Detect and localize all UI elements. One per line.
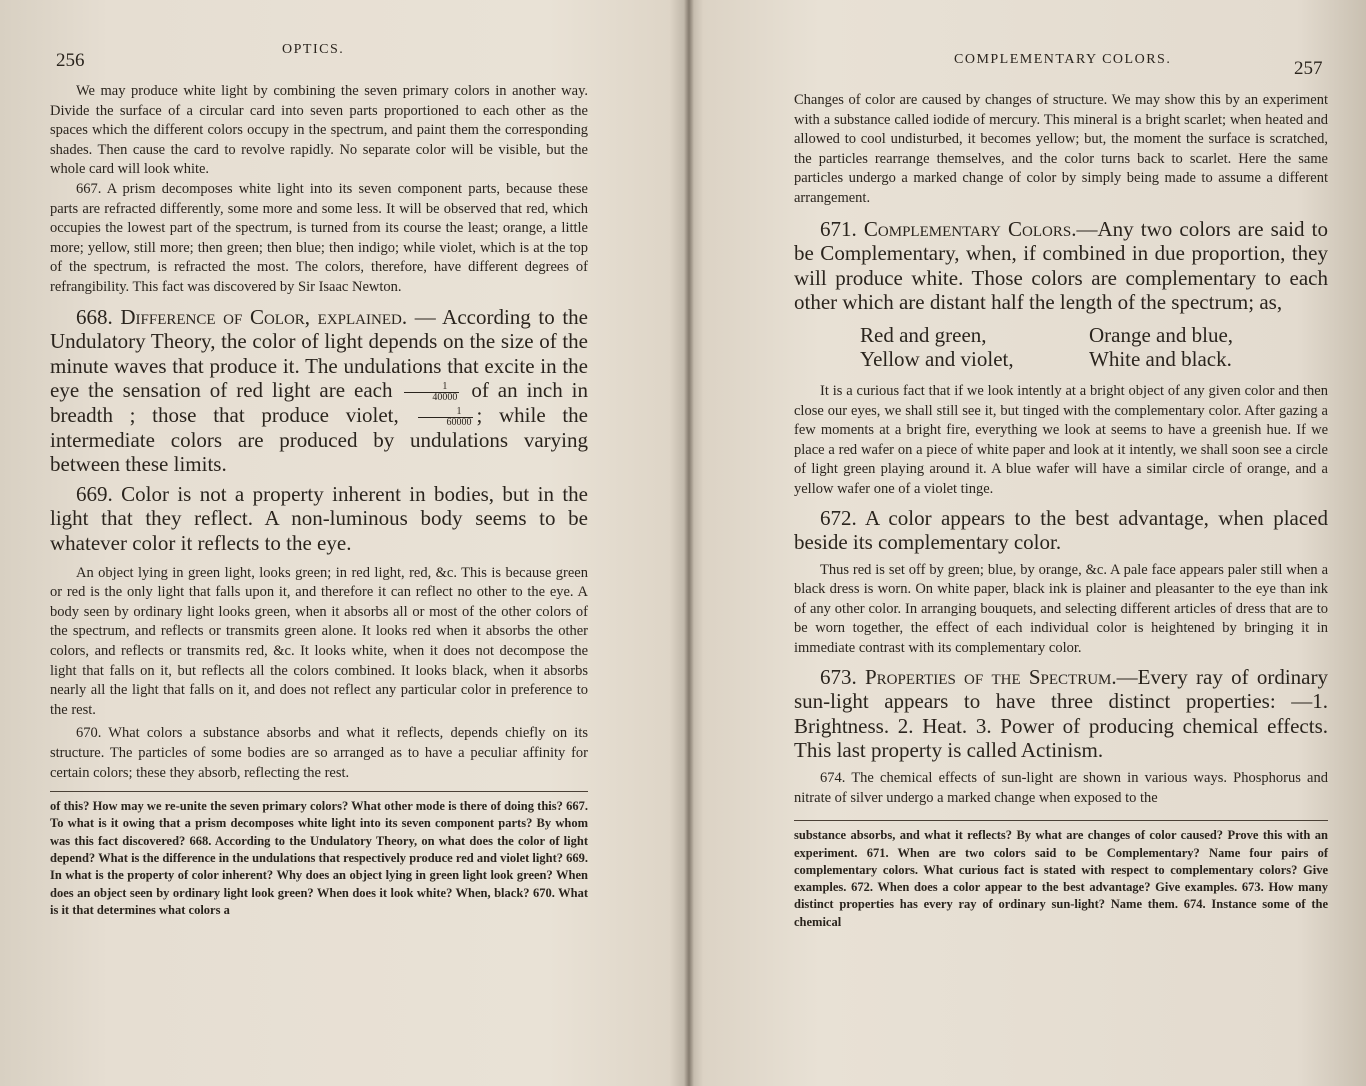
fraction-red-numerator: 1 [404,382,459,393]
left-footnote-rule [50,791,588,792]
right-page-header [794,40,1328,79]
left-page-number: 256 [56,50,85,71]
fraction-violet [418,407,473,428]
fraction-red-denominator: 40000 [432,392,458,403]
right-page [794,0,1328,1086]
fraction-violet-numerator: 1 [418,407,473,418]
para-object: An object lying in green light, looks green; in red light, red, &c. This is because green or red is the only light that falls upon it, and therefore it can reflect no other to the eye. A body seen by ordinary light looks green, when it absorbs all or most of the other colors of the spectrum, and reflects or transmits green alone. It looks red when it absorbs the other colors, and reflects or transmits red, &c. It looks white, when it does not decompose the light that falls on it, but reflects all the colors combined. It looks black, when it absorbs nearly all the light that falls on it, and does not reflect any particular color in preference to the rest. [50,564,588,718]
section-668-number: 668. [76,304,113,329]
para-changes: Changes of color are caused by changes of structure. We may show this by an experiment with a substance called iodide of mercury. This mineral is a bright scarlet; when heated and allowed to cool undisturbed, it becomes yellow; but, the moment the surface is scratched, the particles rearrange themselves, and the color turns back to scarlet. Here the same particles undergo a marked change of color by simply being made to assume a different arrangement. [794,92,1328,206]
fraction-violet-denominator: 60000 [446,416,472,428]
section-671-number: 671. [820,216,857,241]
section-668-text-c: ; while the intermediate colors are produced by undulations varying between these limits. [50,403,588,477]
right-page-number: 257 [1294,58,1323,79]
section-668-text-b: of an inch in breadth ; those that produce violet, [50,378,589,427]
right-questions: substance absorbs, and what it reflects? By what are changes of color caused? Prove this with an experiment. 671. When are two colors said to be Complementary? Name four pairs of complementary colors. What curious fact is stated with respect to complementary colors? Give examples. 672. When does a color appear to the best advantage? Give examples. 673. How many distinct properties has every ray of ordinary sun-light? Name them. 674. Instance some of the chemical [794,828,1328,929]
pair-white-black: White and black. [1089,347,1232,372]
para-intro: We may produce white light by combining the seven primary colors in another way. Divide the surface of a circular card into seven parts proportioned to each other as the spaces which the different colors occupy in the spectrum, and paint them the corresponding shades. Then cause the card to revolve rapidly. No separate color will be visible, but the whole card will look white. [50,83,588,178]
para-667: 667. A prism decomposes white light into its seven component parts, because these parts are refracted differently, some more and some less. It will be observed that red, which occupies the lowest part of the spectrum, is turned from its course the least; orange, a little more; yellow, still more; then green; then blue; then indigo; while violet, which is at the top of the spectrum, is refracted the most. The colors, therefore, have different degrees of refrangibility. This fact was discovered by Sir Isaac Newton. [50,180,588,295]
left-running-head: OPTICS. [282,42,345,57]
left-page-header [50,40,588,70]
section-673-text: —Every ray of ordinary sun-light appears to have three distinct properties: —1. Brightness. 2. Heat. 3. Power of producing chemical effects. This last property is called Actinism. [794,664,1328,763]
right-body [794,91,1328,931]
section-668-heading: Difference of Color, explained. [120,304,408,329]
para-curious: It is a curious fact that if we look intently at a bright object of any given color and then close our eyes, we shall still see it, but tinged with the complementary color. After gazing a few moments at a bright fire, everything we look at seems to have a greenish hue. If we place a red wafer on a piece of white paper and look at it intently, we shall soon see a circle of light green playing around it. A blue wafer will have a similar circle of orange, and a yellow wafer one of a violet tinge. [794,382,1328,497]
section-672: 672. A color appears to the best advantage, when placed beside its complementary color. [794,505,1328,555]
pair-red-green: Red and green, [860,322,987,347]
complementary-pairs [794,315,1328,382]
book-gutter [684,0,694,1086]
section-668-text-a: — According to the Undulatory Theory, the color of light depends on the size of the minute waves that produce it. The undulations that excite in the eye the sensation of red light are each [50,304,589,403]
section-668 [50,305,588,477]
section-673-number: 673. [820,664,857,689]
left-body [50,82,588,919]
pair-yellow-violet: Yellow and violet, [860,347,1014,372]
section-673 [794,665,1328,763]
left-page [50,0,588,1086]
section-673-heading: Properties of the Spectrum. [865,664,1117,689]
section-671-heading: Complementary Colors. [863,216,1077,241]
pair-orange-blue: Orange and blue, [1089,322,1234,347]
section-671 [794,217,1328,315]
para-thus: Thus red is set off by green; blue, by orange, &c. A pale face appears paler still when a black dress is worn. On white paper, black ink is plainer and pleasanter to the eye than ink of any other color. In arranging bouquets, and selecting different articles of dress that are to be worn together, the effect of each individual color is heightened by bringing it in immediate contrast with its complementary color. [794,561,1328,657]
left-questions: of this? How may we re-unite the seven primary colors? What other mode is there of doing this? 667. To what is it owing that a prism decomposes white light into its seven component parts? By whom was this fact discovered? 668. According to the Undulatory Theory, on what does the color of light depend? What is the difference in the undulations that respectively produce red and violet light? 669. In what is the property of color inherent? Why does an object lying in green light look green? When does an object seen by ordinary light look green? When does it look white? When, black? 670. What is it that determines what colors a [50,799,588,917]
para-670: 670. What colors a substance absorbs and what it reflects, depends chiefly on its structure. The particles of some bodies are so arranged as to have a peculiar affinity for certain colors; these they absorb, reflecting the rest. [50,725,588,781]
section-671-text: —Any two colors are said to be Complementary, when, if combined in due proportion, they will produce white. Those colors are complementary to each other which are distant half the length of the spectrum; as, [794,216,1328,315]
right-running-head: COMPLEMENTARY COLORS. [954,52,1172,67]
fraction-red [404,382,459,403]
para-674: 674. The chemical effects of sun-light are shown in various ways. Phosphorus and nitrate of silver undergo a marked change when exposed to the [794,770,1328,806]
section-669: 669. Color is not a property inherent in bodies, but in the light that they reflect. A non-luminous body seems to be whatever color it reflects to the eye. [50,481,588,556]
right-footnote-rule [794,820,1328,821]
